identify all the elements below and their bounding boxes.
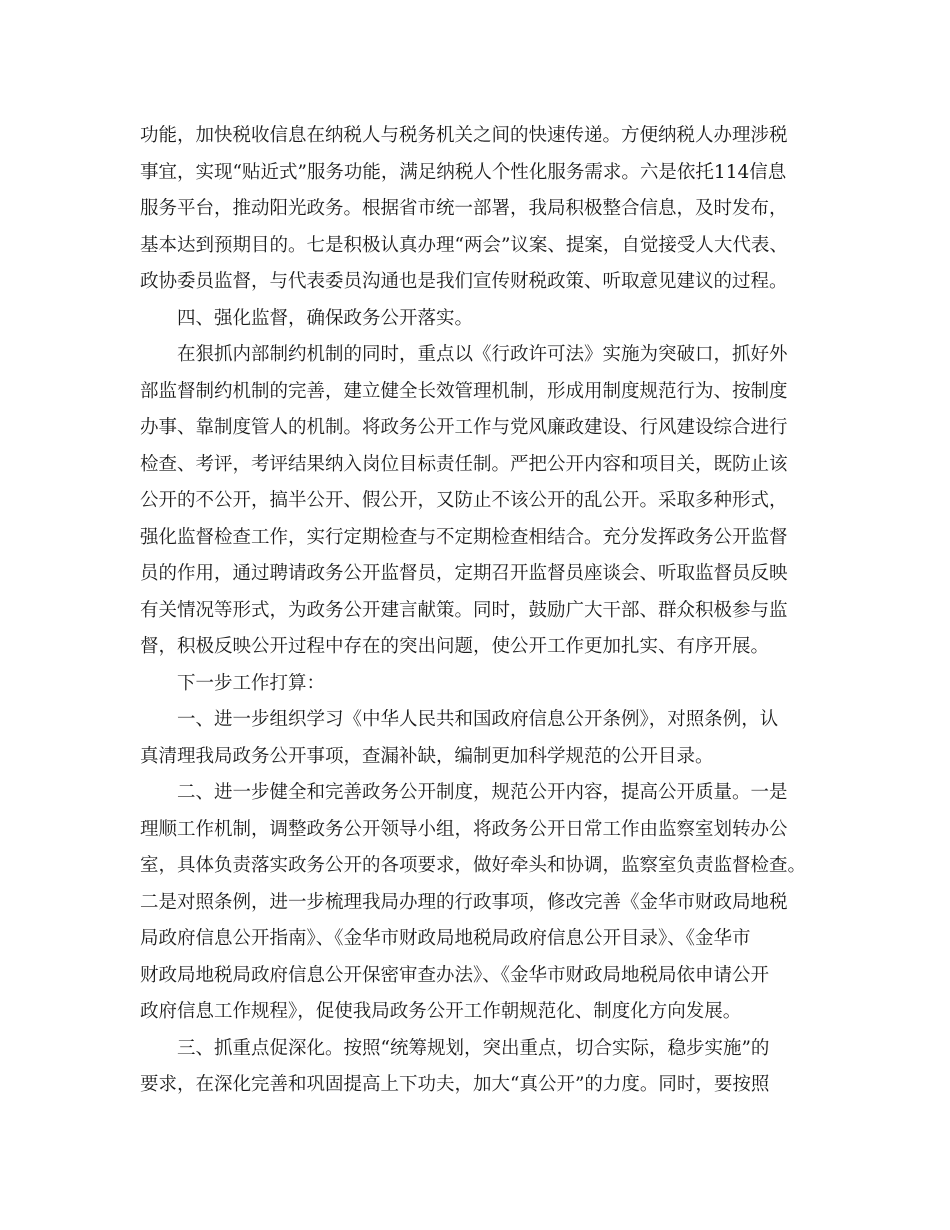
text-line: 服务平台，推动阳光政务。根据省市统一部署，我局积极整合信息，及时发布， xyxy=(140,198,788,219)
text-line: 在狠抓内部制约机制的同时，重点以《行政许可法》实施为突破口，抓好外 xyxy=(177,344,788,365)
text-line: 事宜，实现“贴近式”服务功能，满足纳税人个性化服务需求。六是依托114信息 xyxy=(140,161,787,183)
document-body xyxy=(140,118,812,1104)
text-line: 公开的不公开，搞半公开、假公开，又防止不该公开的乱公开。采取多种形式， xyxy=(140,490,788,511)
text-line: 部监督制约机制的完善，建立健全长效管理机制，形成用制度规范行为、按制度 xyxy=(140,380,788,402)
text-line: 室，具体负责落实政务公开的各项要求，做好牵头和协调，监察室负责监督检查。 xyxy=(140,855,807,876)
text-line: 要求，在深化完善和巩固提高上下功夫，加大“真公开”的力度。同时，要按照 xyxy=(140,1074,770,1095)
text-line: 功能，加快税收信息在纳税人与税务机关之间的快速传递。方便纳税人办理涉税 xyxy=(140,125,788,146)
text-line: 二是对照条例，进一步梳理我局办理的行政事项，修改完善《金华市财政局地税 xyxy=(140,891,788,913)
text-line: 基本达到预期目的。七是积极认真办理“两会”议案、提案，自觉接受人大代表、 xyxy=(140,234,788,256)
text-line: 督，积极反映公开过程中存在的突出问题，使公开工作更加扎实、有序开展。 xyxy=(140,636,770,657)
text-line: 真清理我局政务公开事项，查漏补缺，编制更加科学规范的公开目录。 xyxy=(140,745,714,767)
text-line: 办事、靠制度管人的机制。将政务公开工作与党风廉政建设、行风建设综合进行 xyxy=(140,417,788,438)
text-line: 理顺工作机制，调整政务公开领导小组，将政务公开日常工作由监察室划转办公 xyxy=(140,818,788,840)
text-line: 员的作用，通过聘请政务公开监督员，定期召开监督员座谈会、听取监督员反映 xyxy=(140,563,788,584)
text-line: 局政府信息公开指南》、《金华市财政局地税局政府信息公开目录》、《金华市 xyxy=(140,928,751,949)
text-line: 财政局地税局政府信息公开保密审查办法》、《金华市财政局地税局依申请公开 xyxy=(140,964,770,986)
text-line: 下一步工作打算： xyxy=(177,672,326,694)
text-line: 政府信息工作规程》，促使我局政务公开工作朝规范化、制度化方向发展。 xyxy=(140,1001,742,1022)
text-line: 三、抓重点促深化。按照“统筹规划，突出重点，切合实际，稳步实施”的 xyxy=(177,1037,770,1059)
text-line: 检查、考评，考评结果纳入岗位目标责任制。严把公开内容和项目关，既防止该 xyxy=(140,453,788,475)
text-line: 有关情况等形式，为政务公开建言献策。同时，鼓励广大干部、群众积极参与监 xyxy=(140,599,788,621)
text-line: 四、强化监督，确保政务公开落实。 xyxy=(177,307,474,329)
text-line: 政协委员监督，与代表委员沟通也是我们宣传财税政策、听取意见建议的过程。 xyxy=(140,271,788,292)
text-line: 强化监督检查工作，实行定期检查与不定期检查相结合。充分发挥政务公开监督 xyxy=(140,526,788,548)
text-line: 二、进一步健全和完善政务公开制度，规范公开内容，提高公开质量。一是 xyxy=(177,782,788,803)
text-line: 一、进一步组织学习《中华人民共和国政府信息公开条例》，对照条例，认 xyxy=(177,709,779,730)
